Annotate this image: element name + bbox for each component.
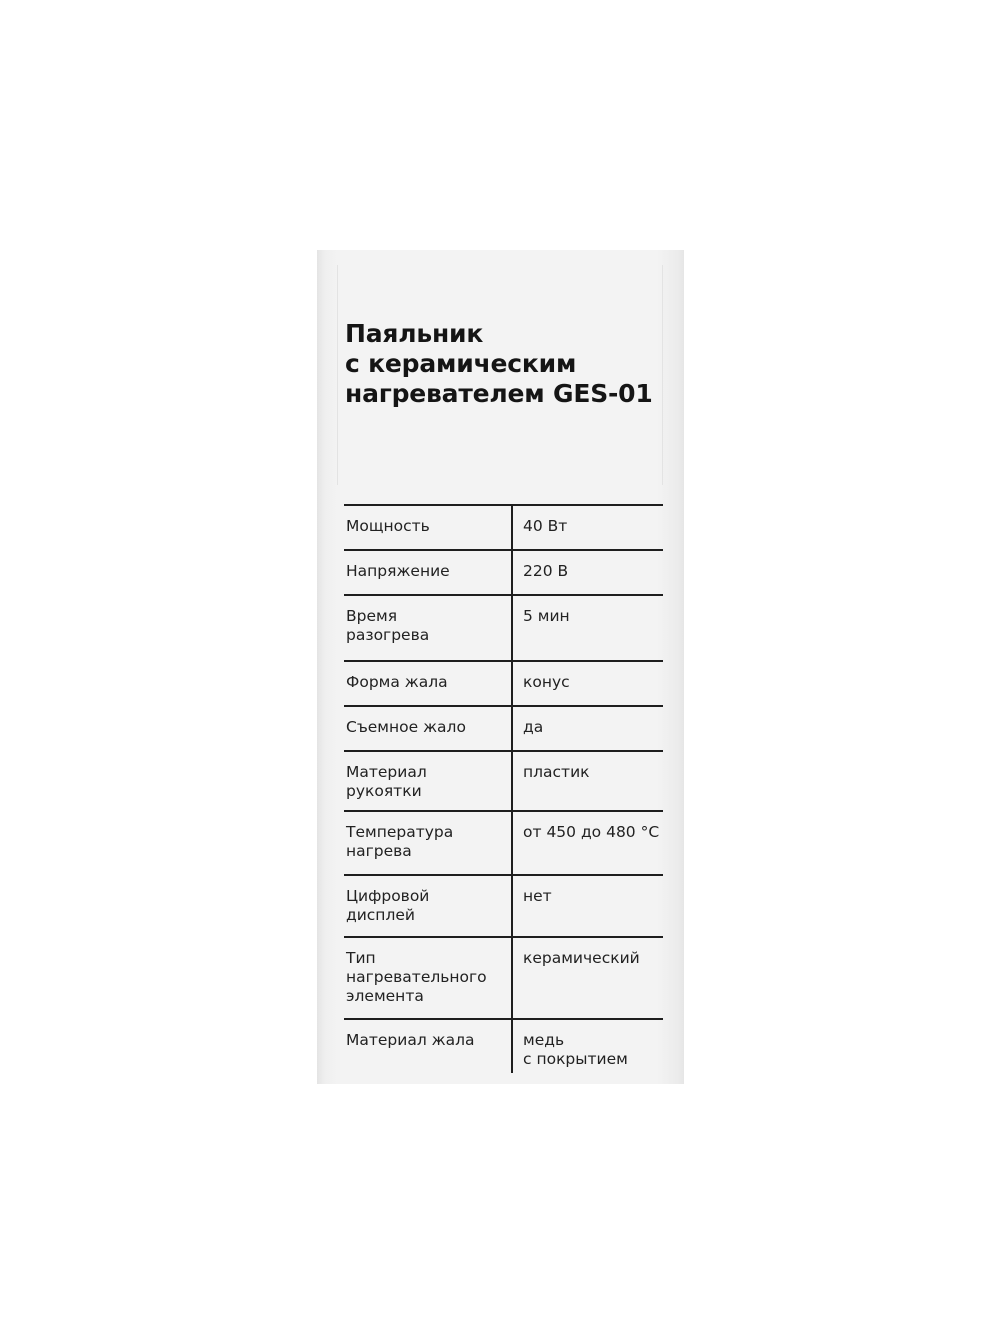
table-row [344,550,663,595]
spec-param: Время разогрева [344,595,512,661]
spec-value: от 450 до 480 °C [523,823,660,841]
table-row [344,937,663,1019]
product-title-line: нагревателем GES-01 [345,379,653,408]
spec-value: керамический [523,949,640,967]
spec-value: 220 В [523,562,569,580]
spec-param: Материал рукоятки [344,751,512,811]
spec-value: 5 мин [523,607,570,625]
spec-param: Напряжение [344,550,512,595]
spec-param: Мощность [344,505,512,550]
table-row [344,751,663,811]
table-row [344,875,663,937]
spec-param: Материал жала [344,1019,512,1073]
spec-param: Цифровой дисплей [344,875,512,937]
spec-param: Форма жала [344,661,512,706]
spec-param: Температура нагрева [344,811,512,875]
table-row [344,505,663,550]
table-row [344,811,663,875]
product-title [345,319,675,409]
product-title-line: с керамическим [345,349,577,378]
spec-value: конус [523,673,570,691]
spec-value: медь с покрытием [523,1031,628,1068]
product-title-line: Паяльник [345,319,484,348]
spec-param: Съемное жало [344,706,512,751]
spec-value: 40 Вт [523,517,568,535]
table-row [344,661,663,706]
spec-table [344,504,663,1073]
table-row [344,1019,663,1073]
card-fold-line-left [337,265,338,485]
table-row [344,706,663,751]
table-row [344,595,663,661]
spec-value: нет [523,887,552,905]
spec-param: Тип нагревательного элемента [344,937,512,1019]
spec-value: да [523,718,544,736]
spec-value: пластик [523,763,590,781]
